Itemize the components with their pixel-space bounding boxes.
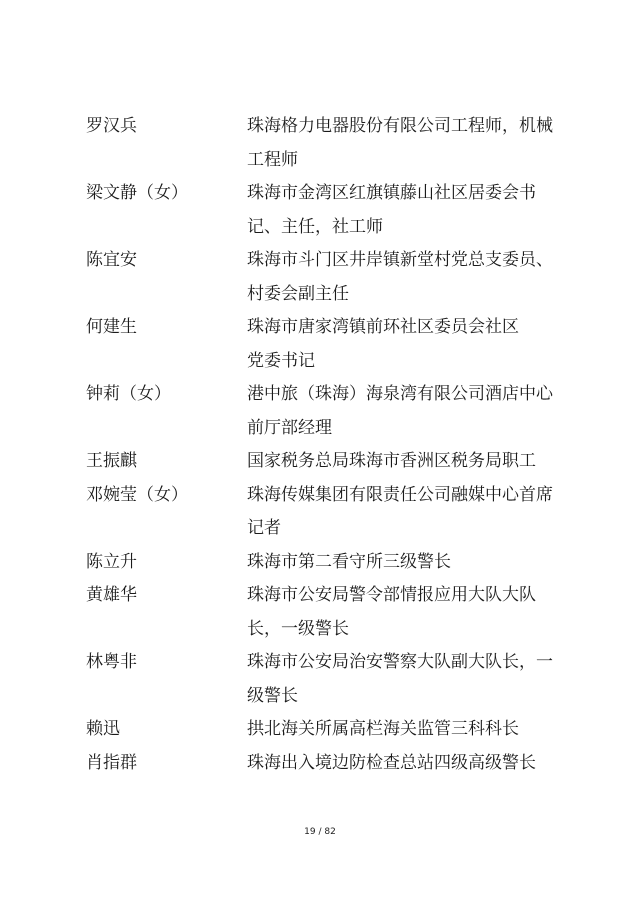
- description-line: 珠海格力电器股份有限公司工程师，机械: [247, 116, 553, 136]
- list-item: [0, 713, 640, 747]
- person-description: [247, 713, 565, 747]
- description-line: 珠海出入境边防检查总站四级高级警长: [247, 752, 536, 773]
- list-item: [0, 579, 640, 646]
- description-line: 珠海市金湾区红旗镇藤山社区居委会书: [247, 183, 536, 203]
- person-name: 肖指群: [86, 752, 137, 773]
- person-name: 黄雄华: [86, 585, 137, 605]
- person-description: [247, 110, 565, 177]
- description-line: 记、主任，社工师: [247, 216, 383, 237]
- description-line: 党委书记: [247, 350, 315, 371]
- list-item: [0, 177, 640, 244]
- description-line: 国家税务总局珠海市香洲区税务局职工: [247, 451, 536, 471]
- list-item: [0, 445, 640, 479]
- description-line: 长，一级警长: [247, 618, 349, 639]
- list-item: [0, 479, 640, 546]
- description-line: 珠海市唐家湾镇前环社区委员会社区: [247, 317, 519, 337]
- description-line: 前厅部经理: [247, 417, 332, 438]
- list-item: [0, 747, 640, 781]
- description-line: 级警长: [247, 685, 298, 706]
- description-line: 工程师: [247, 149, 298, 170]
- person-description: [247, 579, 565, 646]
- description-line: 拱北海关所属高栏海关监管三科科长: [247, 719, 519, 739]
- description-line: 珠海传媒集团有限责任公司融媒中心首席: [247, 484, 553, 505]
- page-number: 19 / 82: [304, 827, 336, 837]
- list-item: [0, 378, 640, 445]
- list-item: [0, 244, 640, 311]
- person-description: [247, 445, 565, 479]
- description-line: 记者: [247, 518, 281, 538]
- list-item: [0, 311, 640, 378]
- person-description: [247, 747, 565, 781]
- person-name: 陈立升: [86, 551, 137, 572]
- person-name: 赖迅: [86, 719, 120, 739]
- person-description: [247, 244, 565, 311]
- description-line: 珠海市斗门区井岸镇新堂村党总支委员、: [247, 250, 553, 270]
- person-description: [247, 546, 565, 580]
- person-name: 王振麒: [86, 451, 137, 471]
- honoree-list: [0, 110, 640, 780]
- person-name: 罗汉兵: [86, 116, 137, 136]
- person-name: 邓婉莹（女）: [86, 484, 188, 505]
- description-line: 珠海市公安局警令部情报应用大队大队: [247, 585, 536, 605]
- person-name: 钟莉（女）: [86, 384, 171, 404]
- list-item: [0, 110, 640, 177]
- person-name: 何建生: [86, 317, 137, 337]
- person-name: 林粤非: [86, 652, 137, 672]
- description-line: 珠海市第二看守所三级警长: [247, 551, 451, 572]
- person-description: [247, 646, 565, 713]
- list-item: [0, 546, 640, 580]
- person-name: 梁文静（女）: [86, 183, 188, 203]
- description-line: 村委会副主任: [247, 283, 349, 304]
- list-item: [0, 646, 640, 713]
- person-description: [247, 479, 565, 546]
- description-line: 珠海市公安局治安警察大队副大队长，一: [247, 652, 553, 672]
- person-description: [247, 177, 565, 244]
- person-description: [247, 311, 565, 378]
- description-line: 港中旅（珠海）海泉湾有限公司酒店中心: [247, 384, 553, 404]
- person-name: 陈宜安: [86, 250, 137, 270]
- person-description: [247, 378, 565, 445]
